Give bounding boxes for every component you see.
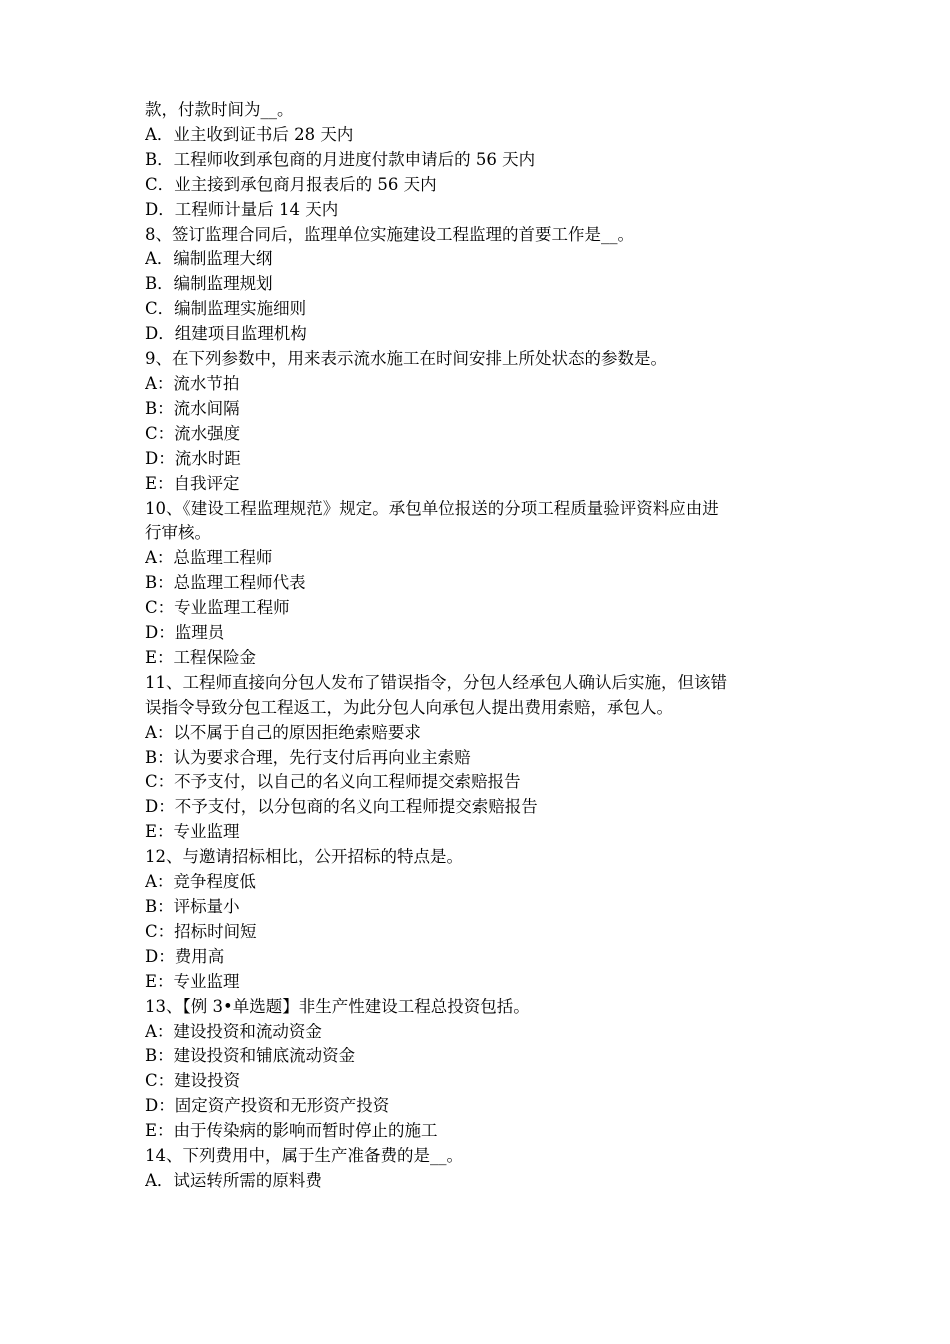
text-line: C：流水强度 [145,423,241,443]
text-line: 11、工程师直接向分包人发布了错误指令，分包人经承包人确认后实施，但该错 [145,672,727,692]
text-line: A．试运转所需的原料费 [145,1170,322,1190]
text-line: C．业主接到承包商月报表后的 56 天内 [145,174,437,194]
text-line: B．工程师收到承包商的月进度付款申请后的 56 天内 [145,149,536,169]
text-line: E：专业监理 [145,822,240,842]
text-line: E：由于传染病的影响而暂时停止的施工 [145,1121,438,1141]
text-line: B：认为要求合理，先行支付后再向业主索赔 [145,747,471,767]
text-line: B：评标量小 [145,897,240,916]
text-line: C．编制监理实施细则 [145,299,307,319]
text-line: B：流水间隔 [145,398,240,418]
text-line: 行审核。 [145,523,211,543]
text-line: E：工程保险金 [145,647,257,667]
text-line: C：专业监理工程师 [145,598,290,618]
text-line: A．编制监理大纲 [145,249,273,269]
text-line: A．业主收到证书后 28 天内 [145,124,354,144]
text-line: 9、在下列参数中，用来表示流水施工在时间安排上所处状态的参数是。 [145,349,667,369]
text-line: A：以不属于自己的原因拒绝索赔要求 [145,722,421,742]
text-line: A：竞争程度低 [145,872,256,892]
text-line: 13、【例 3•单选题】非生产性建设工程总投资包括。 [145,996,530,1016]
text-line: E：自我评定 [145,473,240,493]
document-body [145,98,815,1194]
text-line: D：不予支付，以分包商的名义向工程师提交索赔报告 [145,797,538,817]
text-line: A：总监理工程师 [145,548,273,568]
text-line: D：费用高 [145,946,225,966]
text-line: E：专业监理 [145,971,240,991]
text-line: 12、与邀请招标相比，公开招标的特点是。 [145,847,463,867]
text-line: D．组建项目监理机构 [145,324,307,344]
text-line: C：招标时间短 [145,921,257,941]
text-line: D．工程师计量后 14 天内 [145,199,339,219]
text-line: C：建设投资 [145,1071,241,1091]
text-line: 款，付款时间为__。 [145,100,294,119]
text-line: D：固定资产投资和无形资产投资 [145,1096,390,1116]
text-line: D：监理员 [145,623,225,643]
text-line: D：流水时距 [145,448,241,468]
text-line: B：总监理工程师代表 [145,573,306,593]
text-line: A：流水节拍 [145,373,240,393]
text-line: A：建设投资和流动资金 [145,1021,322,1041]
text-line: B．编制监理规划 [145,274,273,294]
text-line: 8、签订监理合同后，监理单位实施建设工程监理的首要工作是__。 [145,224,634,244]
text-line: 10、《建设工程监理规范》规定。承包单位报送的分项工程质量验评资料应由进 [145,498,719,518]
text-line: 误指令导致分包工程返工，为此分包人向承包人提出费用索赔，承包人。 [145,697,673,717]
text-line: 14、下列费用中，属于生产准备费的是__。 [145,1146,463,1166]
text-line: B：建设投资和铺底流动资金 [145,1046,356,1066]
text-line: C：不予支付，以自己的名义向工程师提交索赔报告 [145,772,521,792]
